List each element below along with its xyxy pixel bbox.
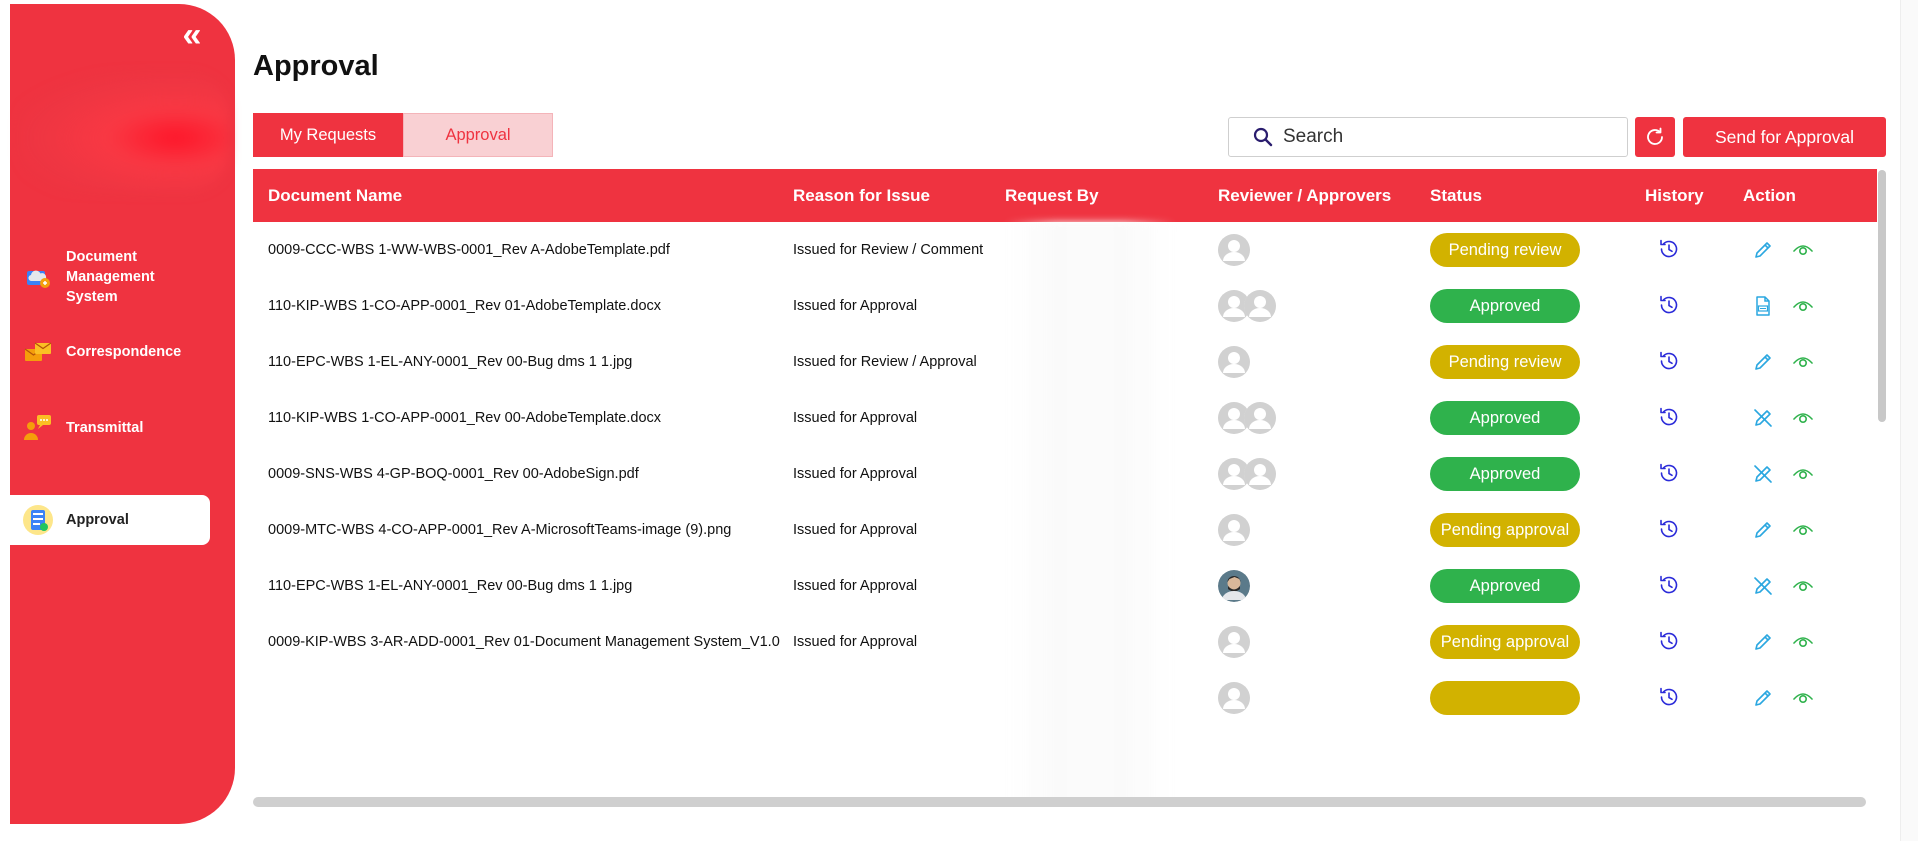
status-badge: Approved	[1430, 569, 1580, 603]
status-cell	[1430, 390, 1590, 446]
reason-for-issue	[793, 670, 1003, 726]
reason-for-issue: Issued for Approval	[793, 410, 918, 426]
reviewers-cell	[1218, 334, 1398, 390]
history-cell	[1650, 614, 1690, 670]
edit-disabled-icon[interactable]	[1751, 462, 1775, 486]
action-cell	[1751, 334, 1841, 390]
action-cell	[1751, 558, 1841, 614]
view-icon[interactable]	[1791, 630, 1815, 654]
tab-my-requests[interactable]: My Requests	[253, 113, 403, 157]
sidebar-item-label: Document	[66, 249, 137, 265]
reason-for-issue: Issued for Approval	[793, 298, 918, 314]
sidebar-item-approval[interactable]	[10, 495, 210, 545]
user-placeholder-icon[interactable]	[1244, 402, 1276, 434]
reviewers-cell	[1218, 670, 1398, 726]
status-badge: Pending review	[1430, 233, 1580, 267]
column-header-status[interactable]: Status	[1430, 186, 1482, 205]
user-placeholder-icon[interactable]	[1218, 626, 1250, 658]
avatar[interactable]	[1218, 570, 1250, 602]
edit-icon[interactable]	[1751, 686, 1775, 710]
status-cell	[1430, 670, 1590, 726]
view-icon[interactable]	[1791, 518, 1815, 542]
view-icon[interactable]	[1791, 462, 1815, 486]
column-header-reason[interactable]: Reason for Issue	[793, 186, 930, 205]
document-name[interactable]: 110-EPC-WBS 1-EL-ANY-0001_Rev 00-Bug dms 1 1.jpg	[268, 354, 633, 370]
status-badge: Pending approval	[1430, 625, 1580, 659]
history-cell	[1650, 334, 1690, 390]
status-badge	[1430, 681, 1580, 715]
sidebar-item-label: Correspondence	[66, 344, 182, 360]
view-icon[interactable]	[1791, 686, 1815, 710]
action-cell	[1751, 390, 1841, 446]
tab-approval[interactable]: Approval	[403, 113, 553, 157]
sidebar-item-label: System	[66, 289, 118, 305]
action-cell	[1751, 222, 1841, 278]
status-badge: Pending review	[1430, 345, 1580, 379]
user-placeholder-icon[interactable]	[1244, 458, 1276, 490]
redacted-request-by	[1005, 222, 1175, 799]
sidebar-item-dms[interactable]	[10, 248, 210, 306]
column-header-document-name[interactable]: Document Name	[268, 186, 403, 205]
edit-disabled-icon[interactable]	[1751, 574, 1775, 598]
history-cell	[1650, 222, 1690, 278]
history-cell	[1650, 446, 1690, 502]
edit-icon[interactable]	[1751, 630, 1775, 654]
action-cell	[1751, 614, 1841, 670]
refresh-icon	[1644, 126, 1666, 148]
envelopes-icon	[22, 336, 54, 368]
table-header	[253, 169, 1877, 222]
sidebar-item-label: Management	[66, 269, 155, 285]
history-icon[interactable]	[1657, 685, 1683, 711]
checklist-icon	[22, 504, 54, 536]
reviewers-cell	[1218, 558, 1398, 614]
history-cell	[1650, 670, 1690, 726]
sidebar-item-label: Approval	[66, 512, 129, 528]
reviewers-cell	[1218, 446, 1398, 502]
action-cell	[1751, 502, 1841, 558]
column-header-action: Action	[1743, 186, 1796, 205]
status-cell	[1430, 502, 1590, 558]
search-box	[1228, 117, 1628, 157]
status-cell	[1430, 614, 1590, 670]
user-placeholder-icon[interactable]	[1218, 514, 1250, 546]
sidebar-item-correspondence[interactable]	[10, 332, 210, 372]
view-icon[interactable]	[1791, 294, 1815, 318]
tab-bar	[253, 113, 553, 157]
history-icon[interactable]	[1657, 629, 1683, 655]
history-icon[interactable]	[1657, 461, 1683, 487]
horizontal-scrollbar[interactable]	[253, 797, 1866, 807]
reason-for-issue: Issued for Approval	[793, 634, 918, 650]
reviewers-cell	[1218, 390, 1398, 446]
history-cell	[1650, 558, 1690, 614]
document-name[interactable]	[268, 670, 783, 726]
edit-disabled-icon[interactable]	[1751, 406, 1775, 430]
user-placeholder-icon[interactable]	[1218, 346, 1250, 378]
logo	[18, 72, 228, 192]
status-cell	[1430, 334, 1590, 390]
approval-table	[253, 169, 1877, 799]
send-for-approval-button[interactable]: Send for Approval	[1683, 117, 1886, 157]
view-icon[interactable]	[1791, 350, 1815, 374]
document-name[interactable]: 110-EPC-WBS 1-EL-ANY-0001_Rev 00-Bug dms 1 1.jpg	[268, 578, 633, 594]
window-edge	[1900, 0, 1918, 841]
user-placeholder-icon[interactable]	[1218, 682, 1250, 714]
reason-for-issue: Issued for Approval	[793, 522, 918, 538]
reviewers-cell	[1218, 502, 1398, 558]
collapse-sidebar-button[interactable]: «	[182, 16, 202, 54]
people-chat-icon	[22, 412, 54, 444]
history-icon[interactable]	[1657, 237, 1683, 263]
action-cell	[1751, 278, 1841, 334]
history-cell	[1650, 390, 1690, 446]
document-name[interactable]: 0009-KIP-WBS 3-AR-ADD-0001_Rev 01-Document Management System_V1.0	[268, 634, 780, 650]
page-title: Approval	[253, 50, 379, 82]
vertical-scrollbar[interactable]	[1878, 170, 1886, 422]
edit-icon[interactable]	[1751, 238, 1775, 262]
document-name[interactable]: 0009-CCC-WBS 1-WW-WBS-0001_Rev A-AdobeTemplate.pdf	[268, 242, 670, 258]
history-cell	[1650, 278, 1690, 334]
history-icon[interactable]	[1657, 293, 1683, 319]
document-name[interactable]: 110-KIP-WBS 1-CO-APP-0001_Rev 00-AdobeTemplate.docx	[268, 410, 662, 426]
edit-icon[interactable]	[1751, 350, 1775, 374]
reason-for-issue: Issued for Approval	[793, 466, 918, 482]
reason-for-issue: Issued for Review / Comment	[793, 242, 984, 258]
document-name[interactable]: 0009-SNS-WBS 4-GP-BOQ-0001_Rev 00-AdobeSign.pdf	[268, 466, 639, 482]
view-icon[interactable]	[1791, 406, 1815, 430]
document-name[interactable]: 110-KIP-WBS 1-CO-APP-0001_Rev 01-AdobeTemplate.docx	[268, 298, 662, 314]
sidebar-item-transmittal[interactable]	[10, 408, 210, 448]
status-cell	[1430, 558, 1590, 614]
document-name[interactable]: 0009-MTC-WBS 4-CO-APP-0001_Rev A-MicrosoftTeams-image (9).png	[268, 522, 732, 538]
status-badge: Approved	[1430, 401, 1580, 435]
action-cell	[1751, 670, 1841, 726]
sidebar-item-label: Transmittal	[66, 420, 144, 436]
reason-for-issue: Issued for Approval	[793, 578, 918, 594]
reviewers-cell	[1218, 278, 1398, 334]
search-icon	[1253, 127, 1273, 147]
history-icon[interactable]	[1657, 405, 1683, 431]
search-input[interactable]	[1283, 126, 1583, 148]
view-icon[interactable]	[1791, 574, 1815, 598]
status-cell	[1430, 278, 1590, 334]
user-placeholder-icon[interactable]	[1218, 234, 1250, 266]
history-icon[interactable]	[1657, 517, 1683, 543]
status-cell	[1430, 446, 1590, 502]
column-header-request-by[interactable]: Request By	[1005, 186, 1099, 205]
action-cell	[1751, 446, 1841, 502]
user-placeholder-icon[interactable]	[1244, 290, 1276, 322]
document-icon[interactable]	[1751, 294, 1775, 318]
history-icon[interactable]	[1657, 349, 1683, 375]
reason-for-issue: Issued for Review / Approval	[793, 354, 977, 370]
status-cell	[1430, 222, 1590, 278]
folder-cloud-icon	[22, 261, 54, 293]
status-badge: Pending approval	[1430, 513, 1580, 547]
view-icon[interactable]	[1791, 238, 1815, 262]
status-badge: Approved	[1430, 289, 1580, 323]
edit-icon[interactable]	[1751, 518, 1775, 542]
history-icon[interactable]	[1657, 573, 1683, 599]
status-badge: Approved	[1430, 457, 1580, 491]
sidebar	[10, 4, 235, 824]
reviewers-cell	[1218, 222, 1398, 278]
history-cell	[1650, 502, 1690, 558]
column-header-reviewers[interactable]: Reviewer / Approvers	[1218, 186, 1392, 205]
reviewers-cell	[1218, 614, 1398, 670]
refresh-button[interactable]	[1635, 117, 1675, 157]
column-header-history: History	[1645, 186, 1704, 205]
